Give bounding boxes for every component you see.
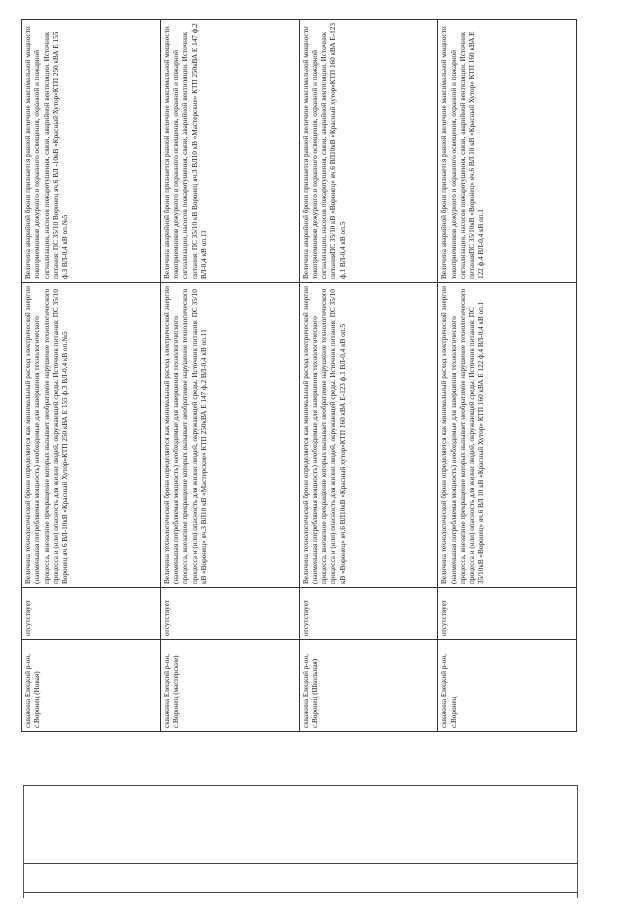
signature-line: [23, 785, 578, 786]
tech-reserve-cell: Величина технологической брони определяется как минимальный расход электрической энергии (наименьшая потребляемая мощность) необходимые для завершения технологического процесса, внезапное прекращение которых вызывает необратимое нарушение технологического процесса и (или) опасность для жизни людей, окружающей среды. Источник питания: ПС 35/10 кВ «Воронец» яч.3 ВЛ10 кВ «Мастерские» КТП 250кВА Е 147 ф.2 ВЛ-0,4 кВ оп.11: [160, 283, 299, 588]
separate-supply-cell: отсутствует: [22, 588, 161, 640]
table-row: [160, 20, 299, 732]
tech-reserve-cell: Величина технологической брони определяется как минимальный расход электрической энергии (наименьшая потребляемая мощность) необходимые для завершения технологического процесса, внезапное прекращение которых вызывает необратимое нарушение технологического процесса и (или) опасность для жизни людей, окружающей среды. Источник питания: ПС 35/10кВ «Воронец» яч.6 ВЛ 10 кВ «Красный Хутор» КТП 160 кВА Е 122 ф.4 ВЛ-0,4 кВ оп.1: [438, 283, 577, 588]
emergency-reserve-cell: Величина аварийной брони признается равной величине максимальной мощности токоприемников дежурного и охранного освещения, охранной и пожарной сигнализации, насосов пожаротушения, связи, аварийной вентиляции. Источник питания: ПС 35/10 кВ Воронец яч.3 ВЛ10 кВ «Мастерские» КТП 250кВА Е 147 ф.2 ВЛ-0,4 кВ оп.11: [160, 20, 299, 283]
tech-reserve-cell: Величина технологической брони определяется как минимальный расход электрической энергии (наименьшая потребляемая мощность) необходимые для завершения технологического процесса, внезапное прекращение которых вызывает необратимое нарушение технологического процесса и (или) опасность для жизни людей, окружающей среды. Источник питания: ПС 35/10 кВ «Воронец» яч.6 ВЛ10кВ «Красный хутор»КТП 160 кВА Е-123 ф.1 ВЛ-0,4 кВ оп.5: [299, 283, 438, 588]
signature-line: [23, 863, 578, 864]
object-cell: скважина Елецкий р-он, с.Воронец (Школьная): [299, 640, 438, 732]
tech-reserve-cell: Величина технологической брони определяется как минимальный расход электрической энергии (наименьшая потребляемая мощность) необходимые для завершения технологического процесса, внезапное прекращение которых вызывает необратимое нарушение технологического процесса и (или) опасность для жизни людей, окружающей среды. Источник питания: ПС 35/10 Воронец яч.6 ВЛ-10кВ «Красный Хутор»КТП 250 кВА Е 155 ф.3 ВЛ-0,4 кВ оп.№5: [22, 283, 161, 588]
separate-supply-cell: отсутствует: [160, 588, 299, 640]
emergency-reserve-cell: Величина аварийной брони признается равной величине максимальной мощности токоприемников дежурного и охранного освещения, охранной и пожарной сигнализации, насосов пожаротушения, связи, аварийной вентиляции. Источник питания: ПС 35/10 Воронец яч.6 ВЛ -10кВ «Красный Хутор»КТП 250 кВА Е 155 ф.3 ВЛ-0,4 кВ оп.№5: [22, 20, 161, 283]
object-cell: скважина Елецкий р-он, с.Воронец: [438, 640, 577, 732]
emergency-reserve-cell: Величина аварийной брони признается равной величине максимальной мощности токоприемников дежурного и охранного освещения, охранной и пожарной сигнализации, насосов пожаротушения, связи, аварийной вентиляции. Источник питанияПС 35/10 кВ «Воронец» яч.6 ВЛ10кВ «Красный хутор»КТП 160 кВА Е-123 ф.1 ВЛ-0,4 кВ оп.5: [299, 20, 438, 283]
divider-line: [577, 786, 578, 898]
signature-line: [23, 892, 578, 893]
table-row: [22, 20, 161, 732]
object-cell: скважина Елецкий р-он, с.Воронец (мастерские): [160, 640, 299, 732]
divider-line: [23, 786, 24, 898]
rotated-table-wrapper: [21, 20, 577, 732]
table-row: [299, 20, 438, 732]
table-row: [438, 20, 577, 732]
separate-supply-cell: отсутствует: [299, 588, 438, 640]
separate-supply-cell: отсутствует: [438, 588, 577, 640]
reservation-table: [21, 19, 577, 732]
emergency-reserve-cell: Величина аварийной брони признается равной величине максимальной мощности токоприемников дежурного и охранного освещения, охранной и пожарной сигнализации, насосов пожаротушения, связи, аварийной вентиляции. Источник питанияПС 35/10кВ «Воронец» яч.6 ВЛ 10 кВ «Красный Хутор» КТП 160 кВА Е 122 ф.4 ВЛ-0,4 кВ оп.1: [438, 20, 577, 283]
object-cell: скважина Елецкий р-он, с.Воронец (Новая): [22, 640, 161, 732]
